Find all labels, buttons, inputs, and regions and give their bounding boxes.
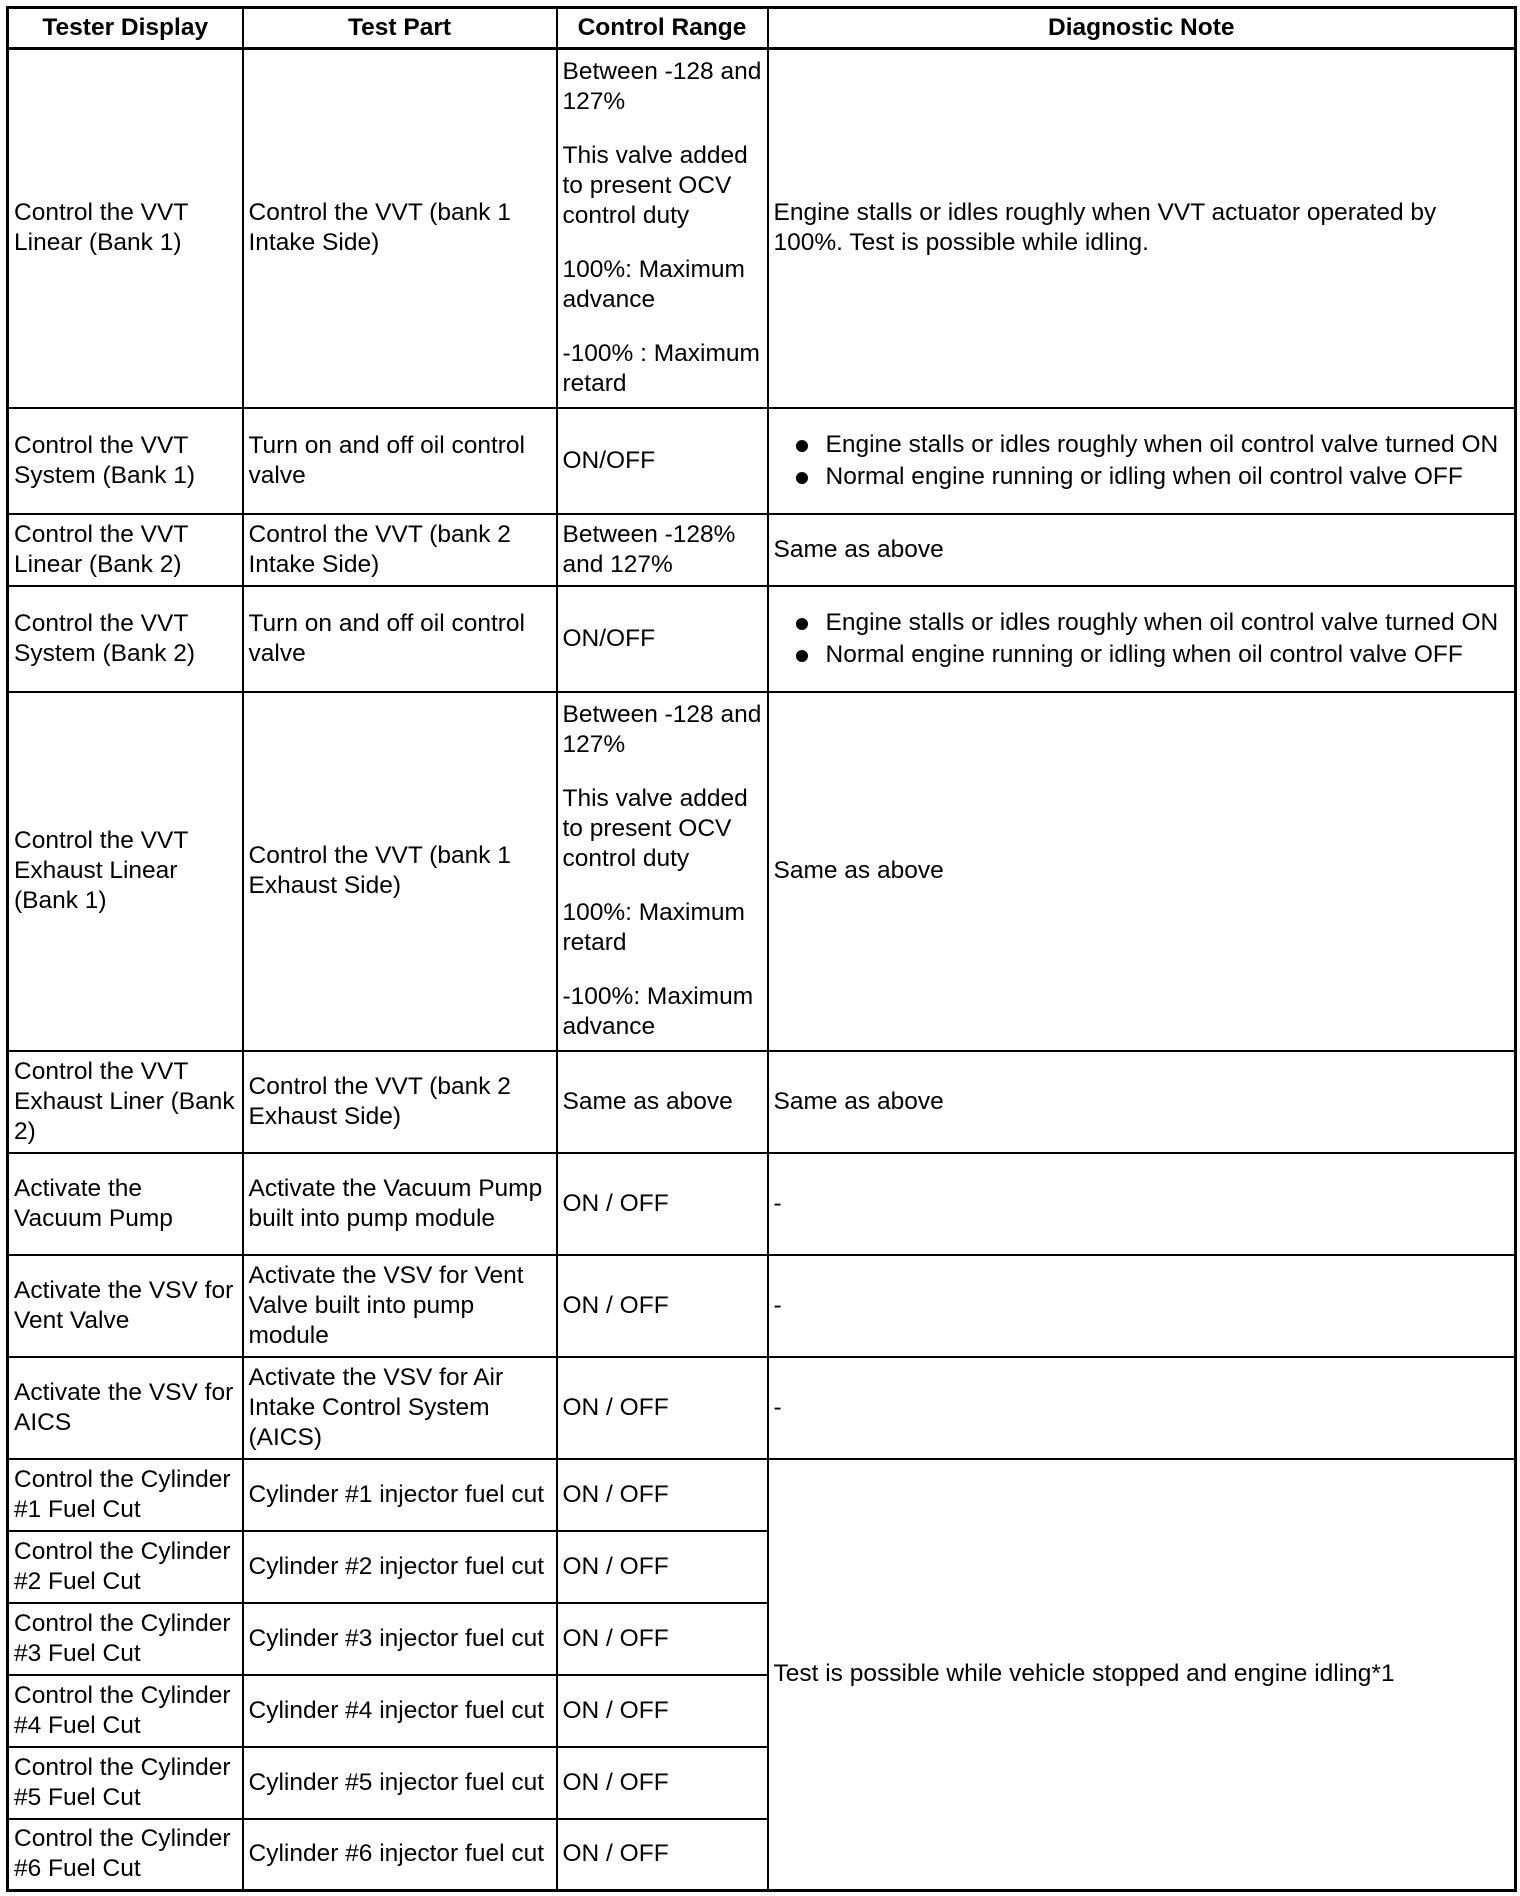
test-part-cell: Activate the VSV for Vent Valve built into pump module: [243, 1255, 557, 1357]
tester-display-cell: Control the Cylinder #6 Fuel Cut: [8, 1819, 243, 1891]
control-range-cell: ON / OFF: [557, 1459, 768, 1531]
control-range-cell: Same as above: [557, 1051, 768, 1153]
test-part-cell: Activate the VSV for Air Intake Control System (AICS): [243, 1357, 557, 1459]
bullet-icon: [796, 440, 808, 452]
table-row: [8, 1255, 1516, 1357]
test-part-cell: Control the VVT (bank 2 Intake Side): [243, 514, 557, 586]
diagnostic-note-cell: Same as above: [768, 692, 1516, 1051]
test-part-cell: Control the VVT (bank 1 Exhaust Side): [243, 692, 557, 1051]
control-range-cell: ON/OFF: [557, 408, 768, 514]
table-row: [8, 586, 1516, 692]
test-part-cell: Control the VVT (bank 1 Intake Side): [243, 49, 557, 408]
test-part-cell: Control the VVT (bank 2 Exhaust Side): [243, 1051, 557, 1153]
note-bullet: Engine stalls or idles roughly when oil control valve turned ON: [774, 430, 1510, 460]
range-text: This valve added to present OCV control duty: [562, 785, 748, 872]
range-text: Between -128 and 127%: [562, 701, 762, 758]
table-row: [8, 1357, 1516, 1459]
control-range-cell: [557, 49, 768, 408]
range-text: This valve added to present OCV control duty: [562, 142, 748, 230]
fuel-cut-note-cell: Test is possible while vehicle stopped and engine idling*1: [768, 1459, 1516, 1891]
control-range-cell: ON / OFF: [557, 1603, 768, 1675]
header-diagnostic-note: Diagnostic Note: [768, 8, 1516, 49]
note-bullet: Engine stalls or idles roughly when oil control valve turned ON: [774, 608, 1510, 638]
control-range-cell: ON / OFF: [557, 1747, 768, 1819]
bullet-icon: [796, 650, 808, 662]
tester-display-cell: Control the Cylinder #1 Fuel Cut: [8, 1459, 243, 1531]
control-range-cell: ON / OFF: [557, 1255, 768, 1357]
control-range-cell: ON / OFF: [557, 1819, 768, 1891]
control-range-cell: Between -128% and 127%: [557, 514, 768, 586]
test-part-cell: Cylinder #3 injector fuel cut: [243, 1603, 557, 1675]
table-row: [8, 1459, 1516, 1531]
range-text: 100%: Maximum advance: [562, 256, 745, 314]
range-text: Between -128 and 127%: [562, 58, 762, 116]
tester-display-cell: Control the VVT Linear (Bank 1): [8, 49, 243, 408]
tester-display-cell: Control the VVT System (Bank 2): [8, 586, 243, 692]
test-part-cell: Turn on and off oil control valve: [243, 586, 557, 692]
control-range-cell: ON / OFF: [557, 1675, 768, 1747]
table-row: [8, 49, 1516, 408]
diagnostic-note-cell: Same as above: [768, 1051, 1516, 1153]
note-bullet: Normal engine running or idling when oil control valve OFF: [774, 462, 1510, 492]
range-text: -100%: Maximum advance: [562, 983, 754, 1040]
tester-display-cell: Control the VVT Linear (Bank 2): [8, 514, 243, 586]
table-row: [8, 514, 1516, 586]
tester-display-cell: Activate the VSV for Vent Valve: [8, 1255, 243, 1357]
range-text: 100%: Maximum retard: [562, 899, 745, 956]
header-tester-display: Tester Display: [8, 8, 243, 49]
table-row: [8, 692, 1516, 1051]
note-bullet-list: [774, 430, 1510, 492]
header-test-part: Test Part: [243, 8, 557, 49]
diagnostic-note-cell: [768, 586, 1516, 692]
tester-display-cell: Control the Cylinder #3 Fuel Cut: [8, 1603, 243, 1675]
control-range-cell: ON / OFF: [557, 1531, 768, 1603]
test-part-cell: Cylinder #4 injector fuel cut: [243, 1675, 557, 1747]
note-bullet: Normal engine running or idling when oil control valve OFF: [774, 640, 1510, 670]
tester-display-cell: Control the Cylinder #5 Fuel Cut: [8, 1747, 243, 1819]
diagnostic-note-cell: -: [768, 1255, 1516, 1357]
tester-display-cell: Activate the Vacuum Pump: [8, 1153, 243, 1255]
tester-display-cell: Control the VVT Exhaust Liner (Bank 2): [8, 1051, 243, 1153]
control-range-cell: ON / OFF: [557, 1153, 768, 1255]
diagnostic-note-cell: -: [768, 1153, 1516, 1255]
tester-display-cell: Control the Cylinder #2 Fuel Cut: [8, 1531, 243, 1603]
table-row: [8, 1051, 1516, 1153]
test-part-cell: Turn on and off oil control valve: [243, 408, 557, 514]
diagnostic-note-cell: [768, 408, 1516, 514]
tester-display-cell: Control the VVT Exhaust Linear (Bank 1): [8, 692, 243, 1051]
header-control-range: Control Range: [557, 8, 768, 49]
control-range-cell: ON/OFF: [557, 586, 768, 692]
test-part-cell: Cylinder #1 injector fuel cut: [243, 1459, 557, 1531]
tester-display-cell: Control the VVT System (Bank 1): [8, 408, 243, 514]
active-test-table: [6, 6, 1517, 1892]
control-range-cell: ON / OFF: [557, 1357, 768, 1459]
range-text: -100% : Maximum retard: [562, 340, 760, 398]
bullet-icon: [796, 472, 808, 484]
tester-display-cell: Control the Cylinder #4 Fuel Cut: [8, 1675, 243, 1747]
test-part-cell: Activate the Vacuum Pump built into pump module: [243, 1153, 557, 1255]
tester-display-cell: Activate the VSV for AICS: [8, 1357, 243, 1459]
table-row: [8, 1153, 1516, 1255]
note-bullet-list: [774, 608, 1510, 670]
diagnostic-note-cell: Engine stalls or idles roughly when VVT actuator operated by 100%. Test is possible while idling.: [768, 49, 1516, 408]
diagnostic-note-cell: Same as above: [768, 514, 1516, 586]
diagnostic-note-cell: -: [768, 1357, 1516, 1459]
test-part-cell: Cylinder #5 injector fuel cut: [243, 1747, 557, 1819]
bullet-icon: [796, 618, 808, 630]
test-part-cell: Cylinder #6 injector fuel cut: [243, 1819, 557, 1891]
control-range-cell: [557, 692, 768, 1051]
table-row: [8, 408, 1516, 514]
header-row: [8, 8, 1516, 49]
test-part-cell: Cylinder #2 injector fuel cut: [243, 1531, 557, 1603]
